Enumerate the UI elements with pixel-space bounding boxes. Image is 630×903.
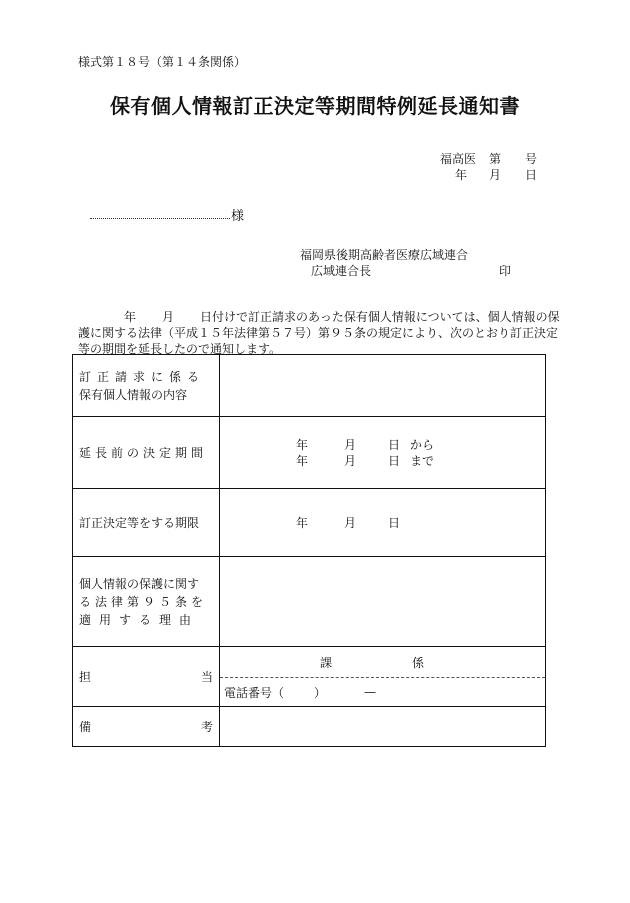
deadline-day: 日 [388, 515, 401, 530]
value-person-in-charge [220, 647, 546, 707]
addressee-name-line [90, 218, 230, 219]
to-day: 日 [388, 453, 401, 468]
phone-close: ） [314, 685, 327, 700]
notice-body [78, 309, 568, 357]
notice-form-table [72, 354, 546, 747]
sender-seal: 印 [499, 264, 512, 278]
phone-label: 電話番号（ [224, 685, 285, 700]
label-text: 備 [79, 719, 92, 734]
label-line [79, 386, 213, 404]
period-from-line [296, 437, 545, 453]
row-decision-deadline [73, 489, 546, 557]
sender-organization: 福岡県後期高齢者医療広域連合 [300, 248, 469, 262]
label-text: 適用する理由 [79, 612, 200, 627]
document-title: 保有個人情報訂正決定等期間特例延長通知書 [110, 94, 520, 118]
from-year: 年 [296, 437, 309, 452]
value-remarks[interactable] [220, 707, 546, 747]
from-day: 日 [388, 437, 401, 452]
label-text: 保有個人情報の内容 [79, 387, 188, 402]
body-month: 月 [162, 310, 175, 324]
date-month: 月 [489, 168, 502, 182]
label-application-reason [73, 557, 220, 647]
label-text: 延長前の決定期間 [79, 445, 208, 460]
section-kakari: 係 [412, 655, 425, 670]
label-remarks [73, 707, 220, 747]
label-text: 担 [79, 669, 92, 684]
to-month: 月 [344, 453, 357, 468]
doc-number-prefix: 福高医 [440, 152, 477, 166]
value-application-reason[interactable] [220, 557, 546, 647]
doc-number-go: 号 [525, 152, 538, 166]
row-pre-extension-period [73, 417, 546, 489]
row-remarks [73, 707, 546, 747]
body-year: 年 [124, 310, 137, 324]
value-pre-extension-period[interactable] [220, 417, 546, 489]
body-text: 日付けで訂正請求のあった保有個人情報については、個人情報の保護に関する法律（平成１５年法律第５７号）第９５条の規定により、次のとおり訂正決定等の期間を延長したので通知します。 [78, 310, 560, 356]
label-person-in-charge [73, 647, 220, 707]
to-text: まで [410, 453, 435, 468]
label-line [79, 611, 213, 629]
label-text: 考 [200, 719, 213, 734]
value-request-content[interactable] [220, 355, 546, 417]
sender-title: 広域連合長 [311, 264, 372, 278]
label-pre-extension-period [73, 417, 220, 489]
form-number: 様式第１８号（第１４条関係） [78, 55, 247, 69]
label-line [79, 575, 213, 593]
label-line [79, 668, 213, 686]
label-line [79, 368, 213, 386]
to-year: 年 [296, 453, 309, 468]
date-day: 日 [525, 168, 538, 182]
label-text: 訂正決定等をする期限 [79, 515, 200, 530]
addressee-suffix: 様 [231, 209, 245, 224]
label-text: 訂正請求に係る [79, 369, 206, 384]
row-application-reason [73, 557, 546, 647]
from-text: から [410, 437, 435, 452]
doc-number-dai: 第 [489, 152, 502, 166]
phone-dash: — [364, 685, 377, 699]
row-person-in-charge [73, 647, 546, 707]
section-ka: 課 [320, 655, 333, 670]
phone-line[interactable] [220, 678, 545, 706]
label-request-content [73, 355, 220, 417]
section-line[interactable] [220, 647, 545, 678]
deadline-month: 月 [344, 515, 357, 530]
label-line [79, 718, 213, 736]
label-text: 当 [200, 669, 213, 684]
label-decision-deadline [73, 489, 220, 557]
value-decision-deadline[interactable] [220, 489, 546, 557]
period-to-line [296, 453, 545, 469]
deadline-line [296, 515, 545, 531]
from-month: 月 [344, 437, 357, 452]
row-request-content [73, 355, 546, 417]
date-year: 年 [455, 168, 468, 182]
deadline-year: 年 [296, 515, 309, 530]
label-line [79, 593, 213, 611]
label-text: 個人情報の保護に関す [79, 576, 200, 591]
label-text: る法律第９５条を [79, 594, 208, 609]
